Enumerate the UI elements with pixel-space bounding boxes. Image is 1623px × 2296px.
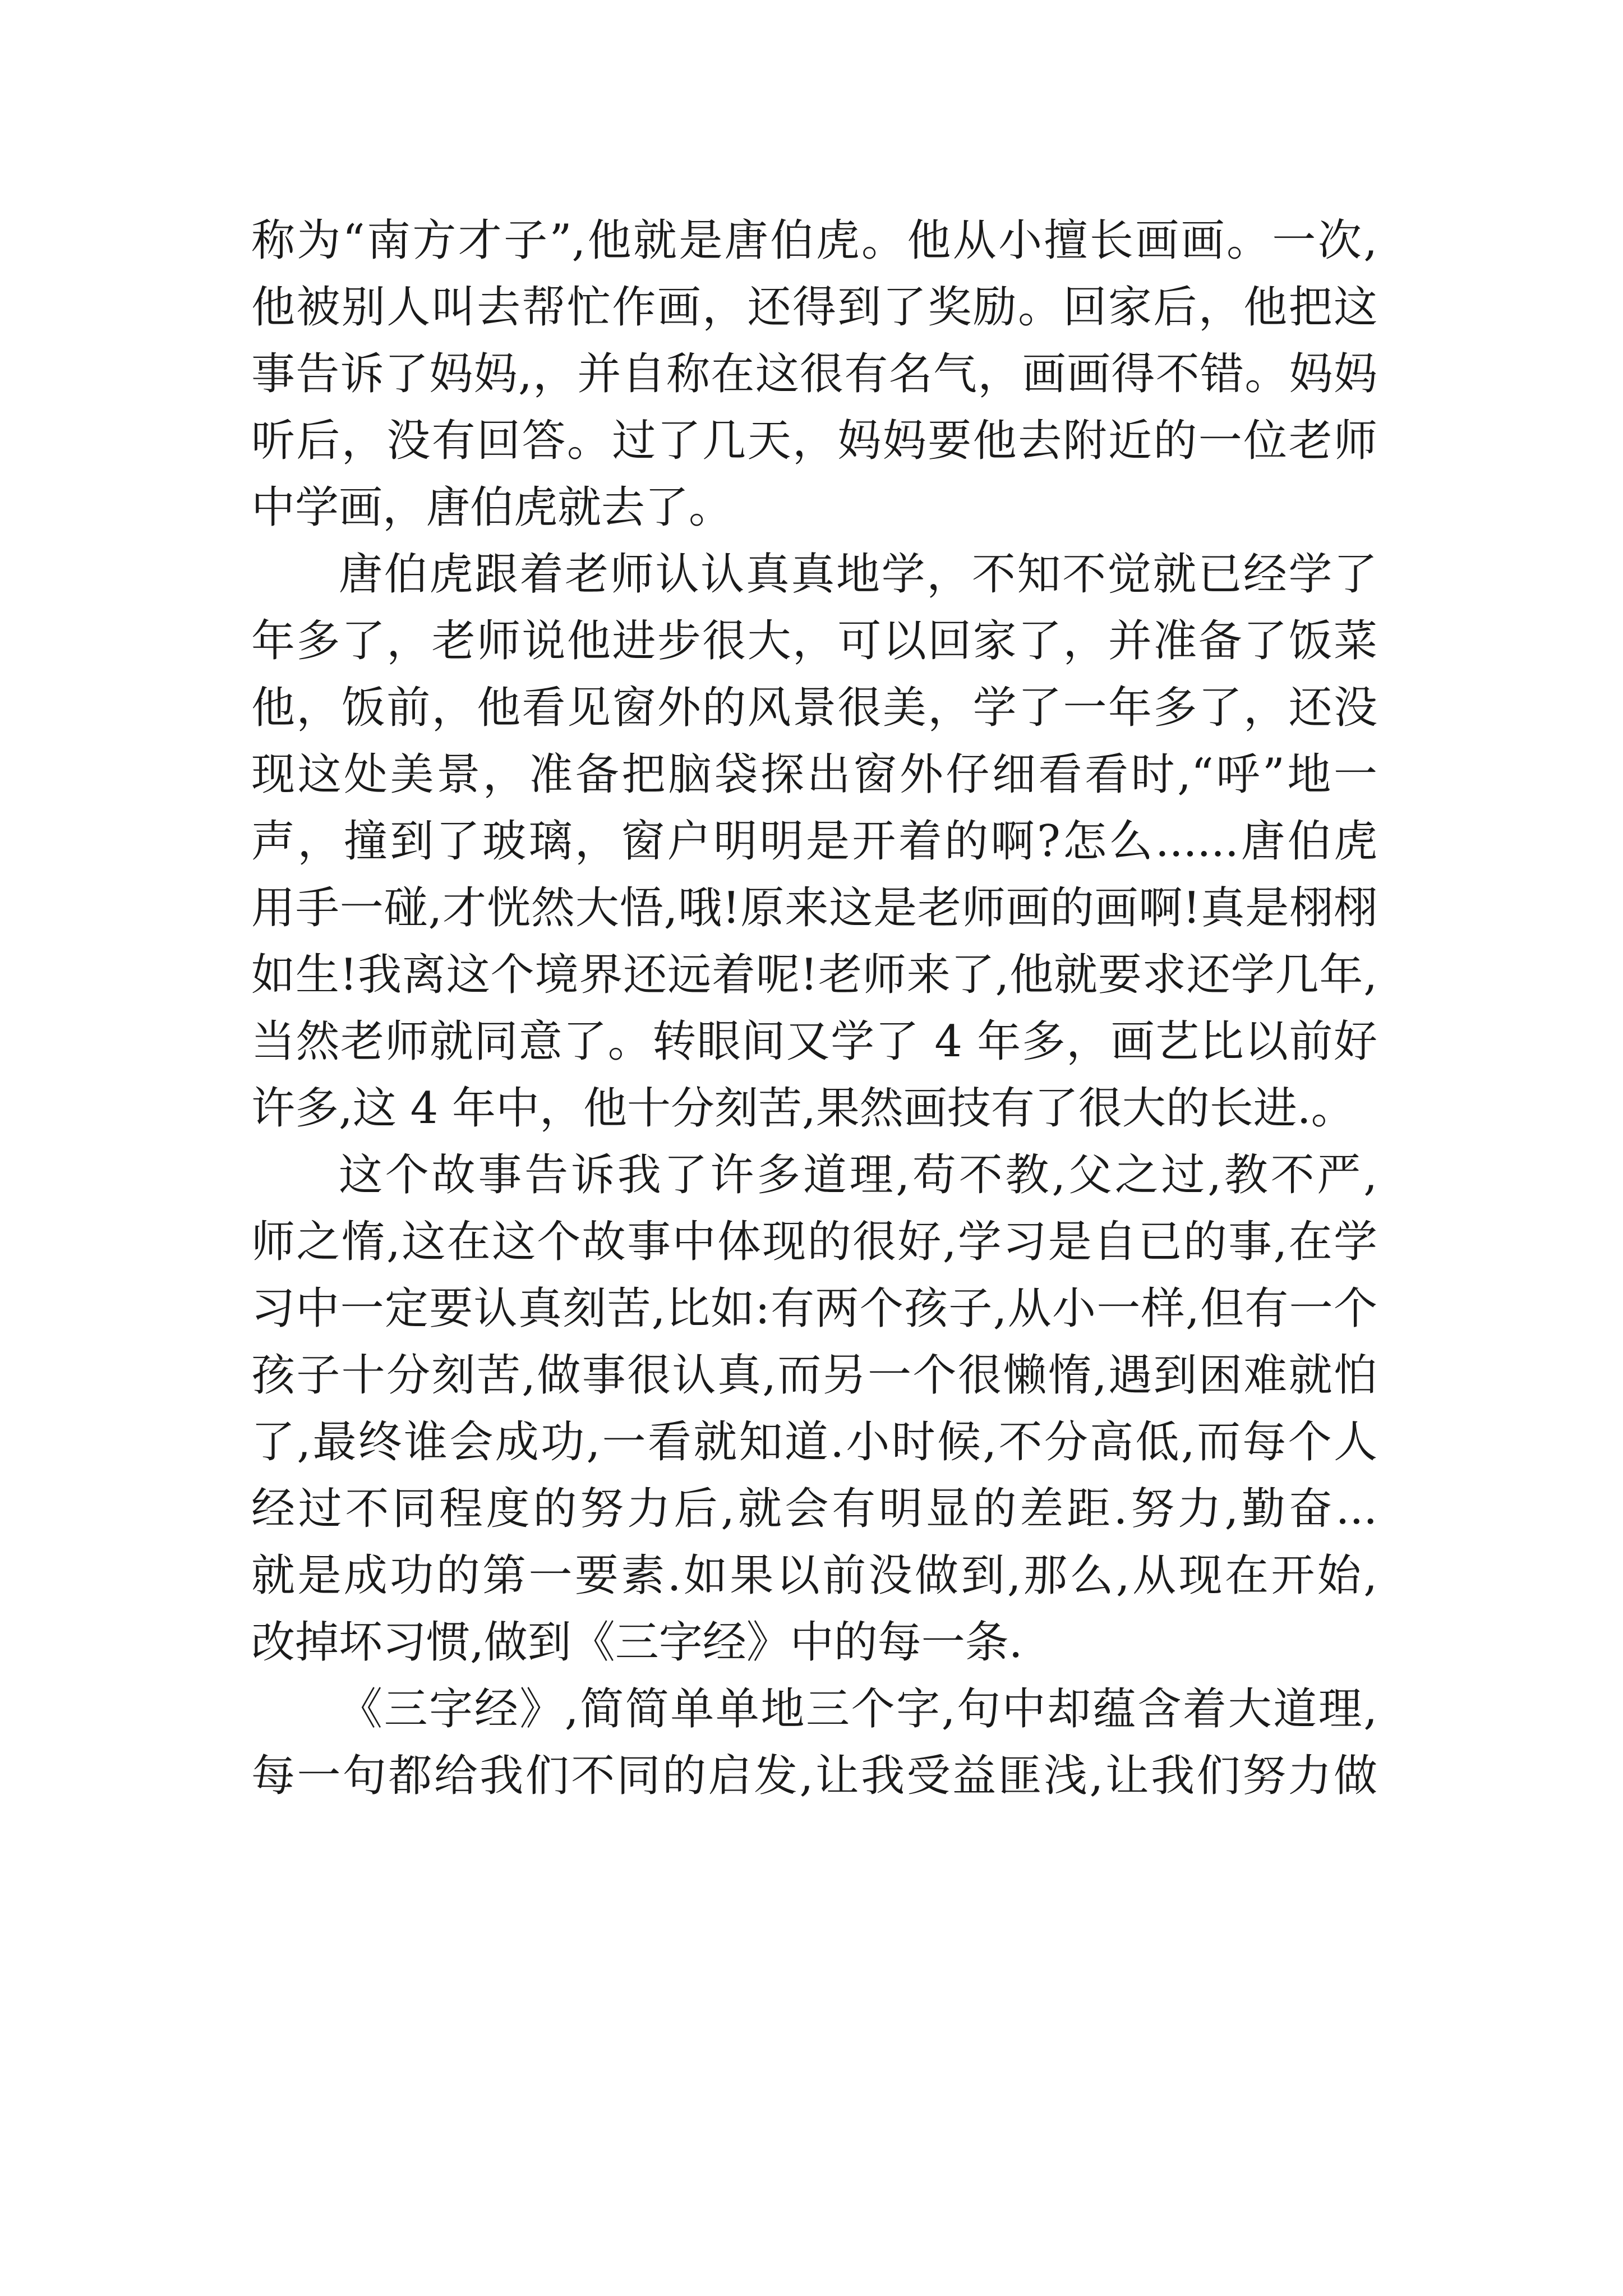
text-line: 如生!我离这个境界还远着呢!老师来了,他就要求还学几年, (251, 950, 1377, 1000)
paragraph-start-line: 这个故事告诉我了许多道理,苟不教,父之过,教不严, (339, 1150, 1377, 1200)
paragraph-end-line: 改掉坏习惯,做到《三字经》中的每一条. (251, 1617, 1023, 1668)
text-line: 年多了，老师说他进步很大，可以回家了，并准备了饭菜 (251, 616, 1377, 666)
text-line: 就是成功的第一要素.如果以前没做到,那么,从现在开始, (251, 1550, 1377, 1601)
text-line: 声，撞到了玻璃，窗户明明是开着的啊?怎么......唐伯虎 (251, 816, 1377, 867)
text-line: 孩子十分刻苦,做事很认真,而另一个很懒惰,遇到困难就怕 (251, 1350, 1377, 1401)
body-text (251, 208, 1377, 1810)
text-line: 习中一定要认真刻苦,比如:有两个孩子,从小一样,但有一个 (251, 1283, 1377, 1334)
text-line: 现这处美景，准备把脑袋探出窗外仔细看看时,“呼”地一 (251, 749, 1377, 800)
paragraph-end-line: 中学画，唐伯虎就去了。 (251, 482, 733, 533)
text-line: 听后，没有回答。过了几天，妈妈要他去附近的一位老师 (251, 416, 1377, 466)
text-line: 用手一碰,才恍然大悟,哦!原来这是老师画的画啊!真是栩栩 (251, 883, 1377, 933)
paragraph-start-line: 唐伯虎跟着老师认认真真地学，不知不觉就已经学了 (339, 549, 1377, 600)
text-line: 师之惰,这在这个故事中体现的很好,学习是自已的事,在学 (251, 1217, 1377, 1267)
paragraph-end-line: 许多,这 4 年中，他十分刻苦,果然画技有了很大的长进.。 (251, 1083, 1355, 1134)
paragraph-start-line: 《三字经》,简简单单地三个字,句中却蕴含着大道理, (339, 1684, 1377, 1734)
text-line: 当然老师就同意了。转眼间又学了 4 年多，画艺比以前好 (251, 1016, 1377, 1067)
text-line: 他，饭前，他看见窗外的风景很美，学了一年多了，还没 (251, 683, 1377, 733)
text-line: 称为“南方才子”,他就是唐伯虎。他从小擅长画画。一次, (251, 215, 1377, 266)
text-line: 经过不同程度的努力后,就会有明显的差距.努力,勤奋... (251, 1484, 1377, 1534)
text-line: 他被别人叫去帮忙作画，还得到了奖励。回家后，他把这 (251, 282, 1377, 333)
text-line: 每一句都给我们不同的启发,让我受益匪浅,让我们努力做 (251, 1751, 1377, 1801)
text-line: 事告诉了妈妈,，并自称在这很有名气，画画得不错。妈妈 (251, 349, 1377, 399)
text-line: 了,最终谁会成功,一看就知道.小时候,不分高低,而每个人 (251, 1417, 1377, 1467)
